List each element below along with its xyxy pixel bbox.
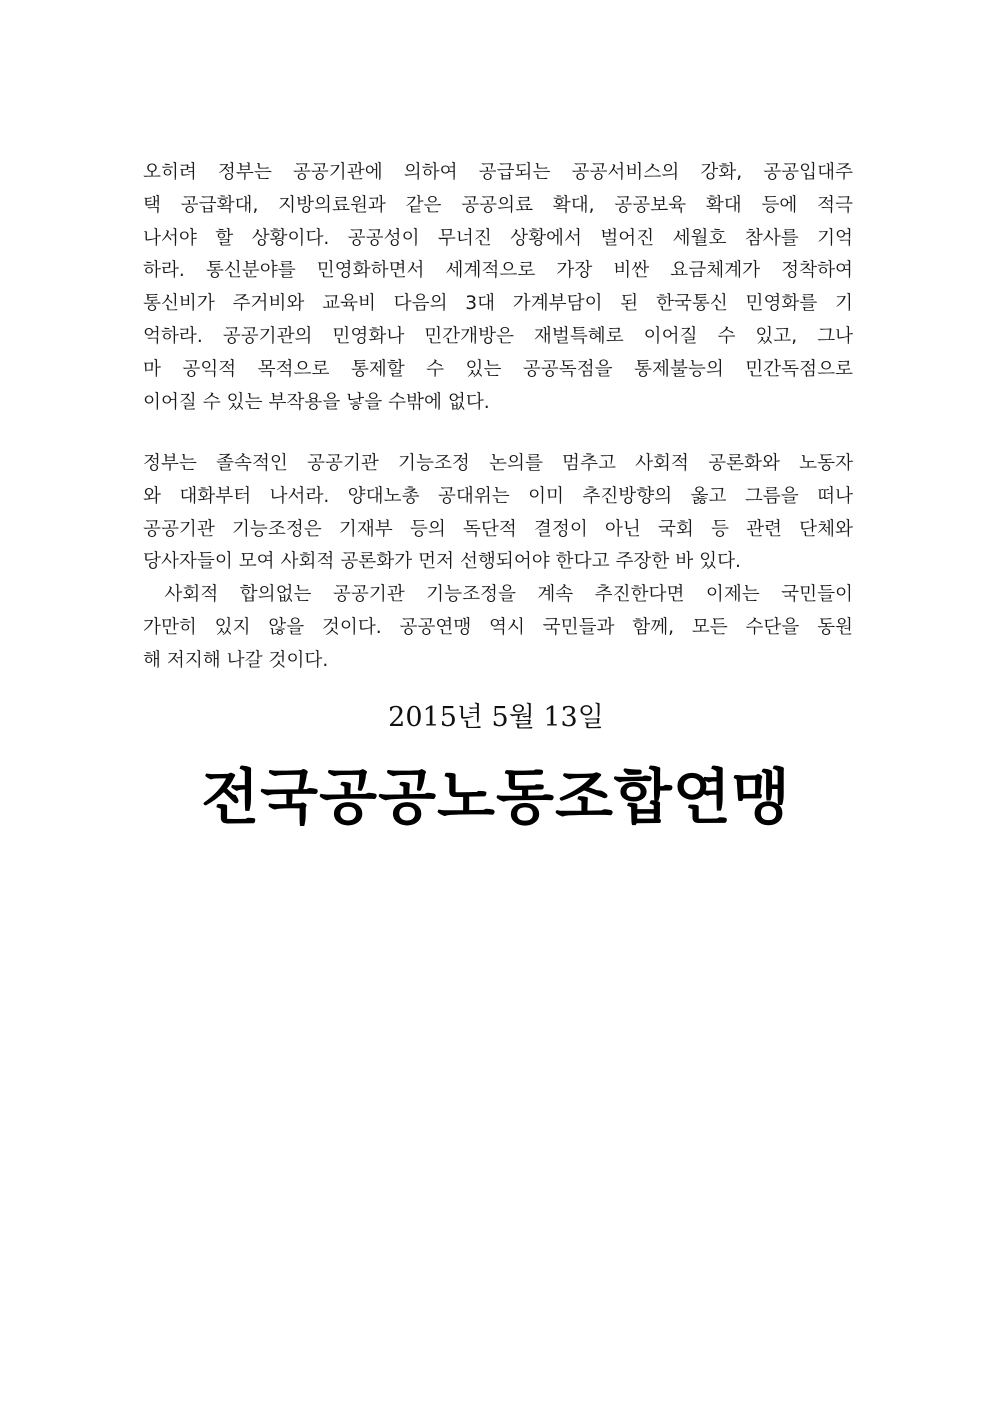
body-paragraph-1 <box>143 157 853 419</box>
paragraph-line: 당사자들이 모여 사회적 공론화가 먼저 선행되어야 한다고 주장한 바 있다. <box>143 551 741 573</box>
paragraph-line: 와 대화부터 나서라. 양대노총 공대위는 이미 추진방향의 옳고 그름을 떠나 <box>143 485 853 507</box>
paragraph-line: 오히려 정부는 공공기관에 의하여 공급되는 공공서비스의 강화, 공공입대주 <box>143 162 853 183</box>
organization-signature: 전국공공노동조합연맹 <box>201 763 791 833</box>
paragraph-line: 나서야 할 상황이다. 공공성이 무너진 상황에서 벌어진 세월호 참사를 기억 <box>143 227 853 249</box>
paragraph-line: 억하라. 공공기관의 민영화나 민간개방은 재벌특혜로 이어질 수 있고, 그나 <box>143 325 853 347</box>
paragraph-line: 정부는 졸속적인 공공기관 기능조정 논의를 멈추고 사회적 공론화와 노동자 <box>143 453 853 474</box>
document-date: 2015년 5월 13일 <box>388 702 604 733</box>
paragraph-line: 마 공익적 목적으로 통제할 수 있는 공공독점을 통제불능의 민간독점으로 <box>143 358 853 380</box>
paragraph-line: 택 공급확대, 지방의료원과 같은 공공의료 확대, 공공보육 확대 등에 적극 <box>143 194 853 216</box>
paragraph-line: 사회적 합의없는 공공기관 기능조정을 계속 추진한다면 이제는 국민들이 <box>143 584 853 606</box>
body-paragraph-2 <box>143 448 853 678</box>
paragraph-line: 하라. 통신분야를 민영화하면서 세계적으로 가장 비싼 요금체계가 정착하여 <box>143 260 853 282</box>
paragraph-line: 통신비가 주거비와 교육비 다음의 3대 가계부담이 된 한국통신 민영화를 기 <box>143 293 853 315</box>
paragraph-line: 이어질 수 있는 부작용을 낳을 수밖에 없다. <box>143 391 490 413</box>
paragraph-line: 해 저지해 나갈 것이다. <box>143 649 329 671</box>
paragraph-line: 공공기관 기능조정은 기재부 등의 독단적 결정이 아닌 국회 등 관련 단체와 <box>143 518 853 540</box>
paragraph-line: 가만히 있지 않을 것이다. 공공연맹 역시 국민들과 함께, 모든 수단을 동원 <box>143 616 853 638</box>
